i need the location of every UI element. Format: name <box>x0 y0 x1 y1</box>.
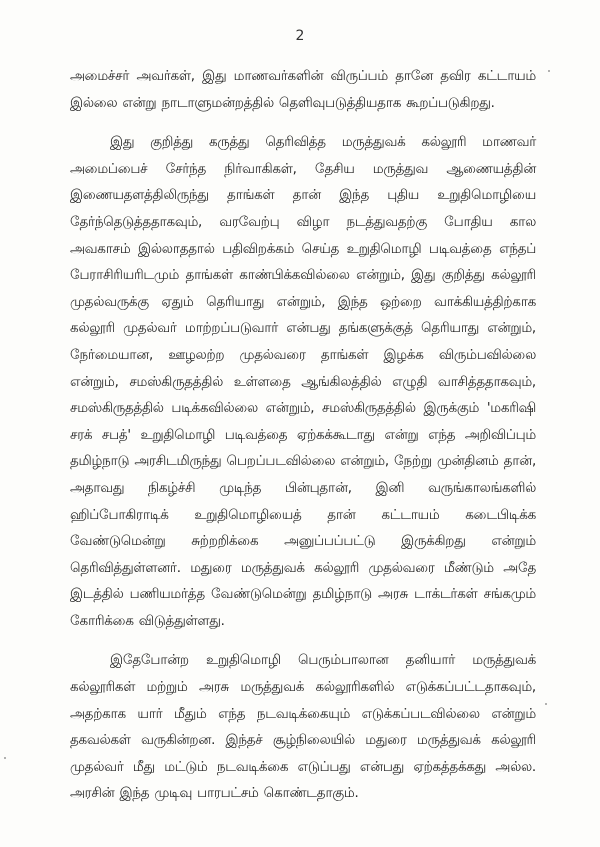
paragraph-2: இது குறித்து கருத்து தெரிவித்த மருத்துவக் கல்லூரி மாணவர் அமைப்பைச் சேர்ந்த நிர்வாகிகள், தேசிய மருத்துவ ஆணையத்தின் இணையதளத்திலிருந்து தாங்கள் தான் இந்த புதிய உறுதிமொழியை தேர்ந்தெடுத்ததாகவும், வரவேற்பு விழா நடத்துவதற்கு போதிய கால அவகாசம் இல்லாததால் பதிவிறக்கம் செய்த உறுதிமொழி படிவத்தை எந்தப் பேராசிரியரிடமும் தாங்கள் காண்பிக்கவில்லை என்றும், இது குறித்து கல்லூரி முதல்வருக்கு ஏதும் தெரியாது என்றும், இந்த ஒற்றை வாக்கியத்திற்காக கல்லூரி முதல்வர் மாற்றப்படுவார் என்பது தங்களுக்குத் தெரியாது என்றும், நேர்மையான, ஊழலற்ற முதல்வரை தாங்கள் இழக்க விரும்பவில்லை என்றும், சமஸ்கிருதத்தில் உள்ளதை ஆங்கிலத்தில் எழுதி வாசித்ததாகவும், சமஸ்கிருதத்தில் படிக்கவில்லை என்றும், சமஸ்கிருதத்தில் இருக்கும் 'மகரிஷி சரக் சபத்' உறுதிமொழி படிவத்தை ஏற்கக்கூடாது என்று எந்த அறிவிப்பும் தமிழ்நாடு அரசிடமிருந்து பெறப்படவில்லை என்றும், நேற்று முன்தினம் தான், அதாவது நிகழ்ச்சி முடிந்த பின்புதான், இனி வருங்காலங்களில் ஹிப்போகிராடிக் உறுதிமொழியைத் தான் கட்டாயம் கடைபிடிக்க வேண்டுமென்று சுற்றறிக்கை அனுப்பப்பட்டு இருக்கிறது என்றும் தெரிவித்துள்ளனர். மதுரை மருத்துவக் கல்லூரி முதல்வரை மீண்டும் அதே இடத்தில் பணியமர்த்த வேண்டுமென்று தமிழ்நாடு அரசு டாக்டர்கள் சங்கமும் கோரிக்கை விடுத்துள்ளது. <box>70 135 536 629</box>
scan-speck <box>4 757 6 759</box>
paragraph-1: அமைச்சர் அவர்கள், இது மாணவர்களின் விருப்பம் தானே தவிர கட்டாயம் இல்லை என்று நாடாளுமன்றத்தில் தெளிவுபடுத்தியதாக கூறப்படுகிறது. <box>70 69 536 111</box>
scan-speck <box>548 70 550 72</box>
page-number: 2 <box>295 28 305 44</box>
paragraph-3: இதேபோன்ற உறுதிமொழி பெரும்பாலான தனியார் மருத்துவக் கல்லூரிகள் மற்றும் அரசு மருத்துவக் கல்லூரிகளில் எடுக்கப்பட்டதாகவும், அதற்காக யார் மீதும் எந்த நடவடிக்கையும் எடுக்கப்படவில்லை என்றும் தகவல்கள் வருகின்றன. இந்தச் சூழ்நிலையில் மதுரை மருத்துவக் கல்லூரி முதல்வர் மீது மட்டும் நடவடிக்கை எடுப்பது என்பது ஏற்கத்தக்கது அல்ல. அரசின் இந்த முடிவு பாரபட்சம் கொண்டதாகும். <box>70 653 536 802</box>
scan-speck <box>545 703 547 705</box>
document-body <box>70 64 536 808</box>
